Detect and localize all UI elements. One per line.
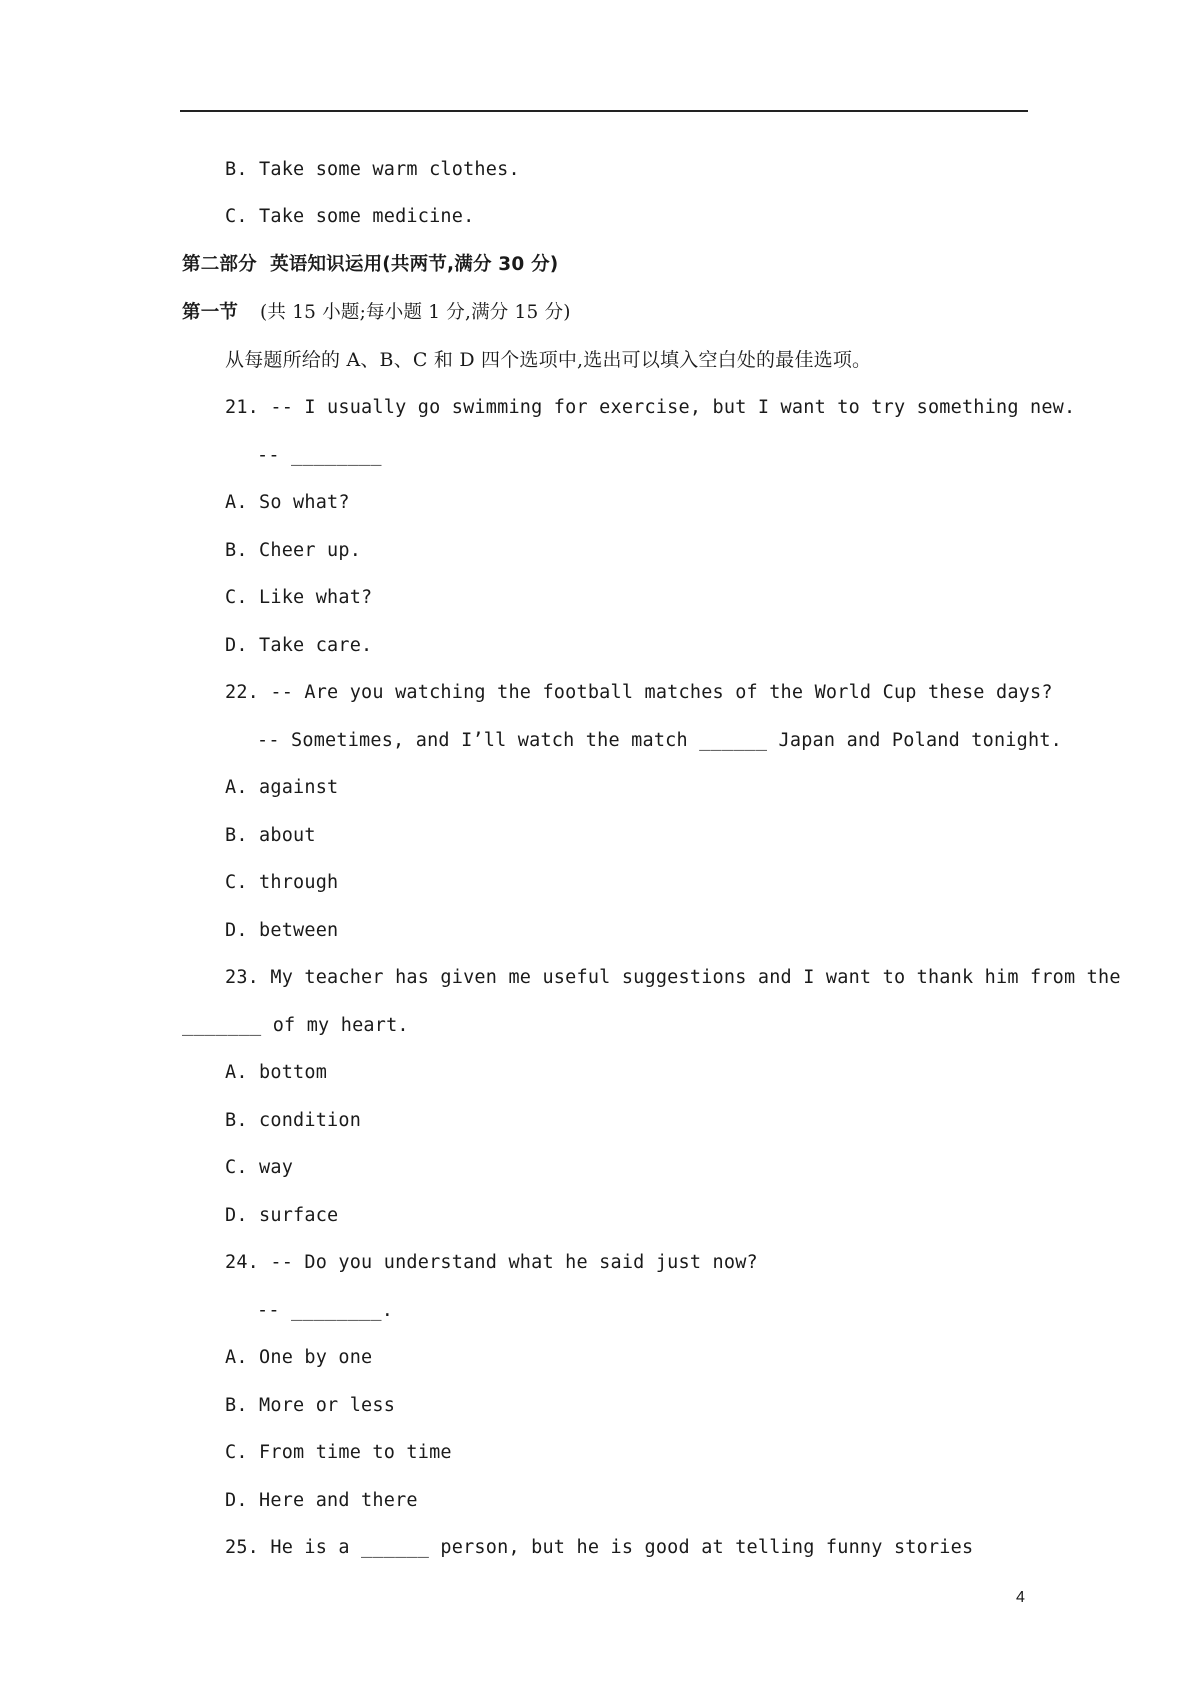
question-23-continuation: _______ of my heart. [182,1015,409,1036]
question-21-reply: -- ________ [257,445,382,466]
question-22-reply: -- Sometimes, and I’ll watch the match ______ Japan and Poland tonight. [257,730,1062,751]
option-text: D. Here and there [225,1490,418,1511]
option-text: C. through [225,872,339,893]
option-text: D. between [225,920,339,941]
option-text: A. One by one [225,1347,373,1368]
page-number: 4 [1016,1589,1025,1606]
option-text: C. From time to time [225,1442,452,1463]
option-text: C. Take some medicine. [225,206,475,227]
question-21: 21. -- I usually go swimming for exercise, but I want to try something new. [225,397,1076,418]
option-text: A. So what? [225,492,350,513]
option-text: B. Cheer up. [225,540,362,561]
instruction-text: 从每题所给的 A、B、C 和 D 四个选项中,选出可以填入空白处的最佳选项。 [225,349,872,371]
option-text: A. bottom [225,1062,328,1083]
section-note: (共 15 小题;每小题 1 分,满分 15 分) [260,302,571,323]
option-text: B. about [225,825,316,846]
question-24-reply: -- ________. [257,1300,394,1321]
option-text: B. condition [225,1110,362,1131]
section-label: 第一节 [182,302,239,323]
option-text: A. against [225,777,339,798]
question-24: 24. -- Do you understand what he said just now? [225,1252,758,1273]
option-text: C. Like what? [225,587,373,608]
question-25: 25. He is a ______ person, but he is good at telling funny stories [225,1537,974,1558]
header-rule [180,110,1028,112]
option-text: B. More or less [225,1395,396,1416]
question-23: 23. My teacher has given me useful suggestions and I want to thank him from the [225,967,1121,988]
option-text: B. Take some warm clothes. [225,159,520,180]
question-22: 22. -- Are you watching the football matches of the World Cup these days? [225,682,1053,703]
option-text: D. Take care. [225,635,373,656]
option-text: C. way [225,1157,294,1178]
part-heading: 第二部分 英语知识运用(共两节,满分 30 分) [182,254,559,275]
option-text: D. surface [225,1205,339,1226]
